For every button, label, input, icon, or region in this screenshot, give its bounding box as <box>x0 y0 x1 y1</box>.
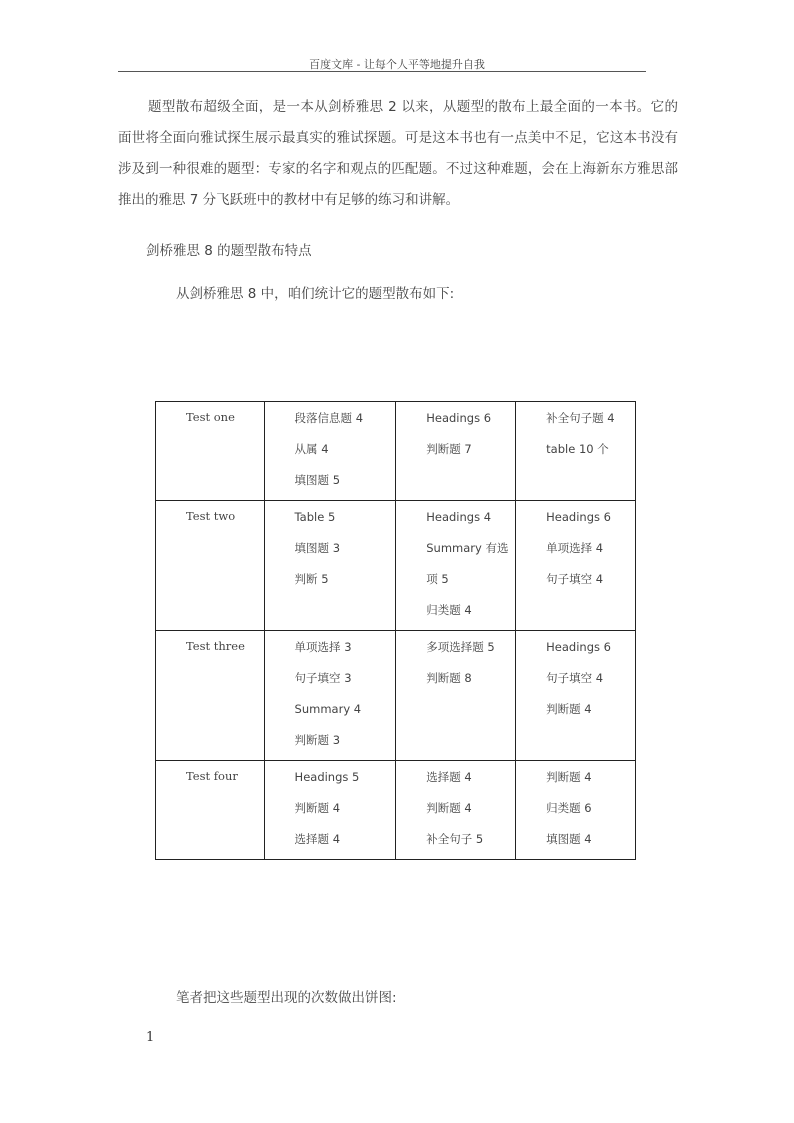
row-label: Test two <box>156 501 265 631</box>
cell-line: 单项选择 3 <box>294 640 352 654</box>
cell-line: 归类题 6 <box>546 801 592 815</box>
pie-chart-intro-paragraph: 笔者把这些题型出现的次数做出饼图: <box>176 990 397 1006</box>
row-label: Test four <box>156 761 265 860</box>
cell-line: 句子填空 4 <box>546 671 604 685</box>
cell-line: Summary 有选 <box>426 541 509 555</box>
cell-line: 判断题 8 <box>426 671 472 685</box>
table-cell <box>264 761 396 860</box>
table-cell <box>264 402 396 501</box>
page-number: 1 <box>146 1030 155 1045</box>
cell-line: 判断题 4 <box>546 702 592 716</box>
section-heading: 剑桥雅思 8 的题型散布特点 <box>146 243 312 259</box>
table-cell <box>264 631 396 761</box>
table-intro-paragraph: 从剑桥雅思 8 中，咱们统计它的题型散布如下: <box>176 286 455 302</box>
cell-line: 补全句子题 4 <box>546 411 615 425</box>
cell-line: 归类题 4 <box>426 603 472 617</box>
cell-line: 判断题 7 <box>426 442 472 456</box>
table-cell <box>516 761 636 860</box>
cell-line: 从属 4 <box>294 442 329 456</box>
cell-line: Headings 5 <box>294 770 360 784</box>
cell-line: 判断题 4 <box>294 801 341 815</box>
table-row <box>156 402 636 501</box>
cell-line: 选择题 4 <box>426 770 472 784</box>
cell-line: 选择题 4 <box>294 832 341 846</box>
cell-line: 填图题 4 <box>546 832 592 846</box>
table-row <box>156 501 636 631</box>
table-cell <box>396 501 516 631</box>
cell-line: Headings 6 <box>426 411 492 425</box>
row-label: Test one <box>156 402 265 501</box>
cell-line: table 10 个 <box>546 442 609 456</box>
cell-line: 判断 5 <box>294 572 329 586</box>
table-cell <box>516 501 636 631</box>
cell-line: 句子填空 4 <box>546 572 604 586</box>
cell-line: 判断题 3 <box>294 733 341 747</box>
cell-line: Headings 6 <box>546 510 611 524</box>
page-header: 百度文库 - 让每个人平等地提升自我 <box>309 58 485 71</box>
cell-line: Summary 4 <box>294 702 362 716</box>
cell-line: Table 5 <box>294 510 336 524</box>
header-divider <box>118 71 646 72</box>
cell-line: Headings 6 <box>546 640 611 654</box>
cell-line: 填图题 5 <box>294 473 341 487</box>
table-cell <box>264 501 396 631</box>
cell-line: 判断题 4 <box>546 770 592 784</box>
table-cell <box>516 402 636 501</box>
row-label: Test three <box>156 631 265 761</box>
table-row <box>156 631 636 761</box>
cell-line: 单项选择 4 <box>546 541 604 555</box>
cell-line: 句子填空 3 <box>294 671 352 685</box>
table-cell <box>516 631 636 761</box>
cell-line: Headings 4 <box>426 510 492 524</box>
cell-line: 判断题 4 <box>426 801 472 815</box>
cell-line: 段落信息题 4 <box>294 411 364 425</box>
table-cell <box>396 761 516 860</box>
cell-line: 补全句子 5 <box>426 832 484 846</box>
cell-line: 填图题 3 <box>294 541 341 555</box>
cell-line: 多项选择题 5 <box>426 640 495 654</box>
table-cell <box>396 631 516 761</box>
intro-paragraph: 题型散布超级全面，是一本从剑桥雅思 2 以来，从题型的散布上最全面的一本书。它的面世将全面向雅试探生展示最真实的雅试探题。可是这本书也有一点美中不足，它这本书没有涉及到一种很难的题型：专家的名字和观点的匹配题。不过这种难题，会在上海新东方雅思部推出的雅思 7 分飞跃班中的教材中有足够的练习和讲解。 <box>118 99 678 208</box>
table-row <box>156 761 636 860</box>
table-cell <box>396 402 516 501</box>
cell-line: 项 5 <box>426 572 449 586</box>
question-type-table <box>155 401 636 860</box>
